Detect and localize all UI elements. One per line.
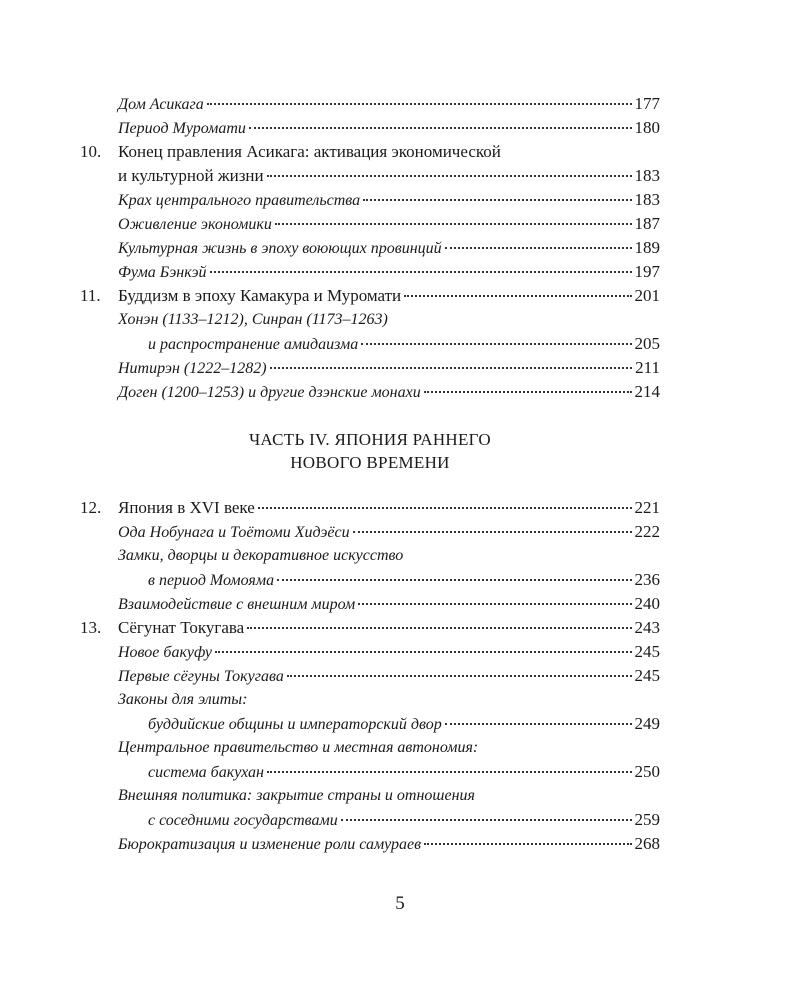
dot-leader — [207, 103, 632, 105]
dot-leader — [358, 603, 631, 605]
entry-page-number: 236 — [634, 570, 660, 589]
entry-page-number: 243 — [634, 618, 660, 637]
toc-entry-line — [118, 164, 660, 188]
toc-entry-line — [118, 784, 660, 808]
dot-leader — [353, 531, 632, 533]
chapter-number: 12. — [80, 498, 102, 517]
dot-leader — [249, 127, 632, 129]
part-heading-line1: ЧАСТЬ IV. ЯПОНИЯ РАННЕГО — [249, 430, 491, 449]
entry-page-number: 222 — [634, 522, 660, 541]
entry-page-number: 180 — [634, 118, 660, 137]
toc-entry — [80, 544, 660, 568]
entry-title: Фума Бэнкэй — [118, 264, 207, 281]
toc-entry-line — [118, 380, 660, 405]
entry-title: в период Момояма — [148, 572, 275, 589]
dot-leader — [275, 223, 632, 225]
entry-title: Оживление экономики — [118, 216, 272, 233]
toc-entry-line — [118, 308, 660, 332]
toc-entry-line — [118, 496, 660, 520]
toc-entry — [80, 496, 660, 520]
toc-entry-line — [118, 188, 660, 213]
entry-page-number: 197 — [634, 262, 660, 281]
dot-leader — [445, 723, 632, 725]
toc-entry-line — [118, 832, 660, 857]
entry-page-number: 189 — [634, 238, 660, 257]
toc-entry-line — [118, 544, 660, 568]
toc-entry-line — [148, 808, 660, 833]
toc-entry — [80, 520, 660, 544]
dot-leader — [215, 651, 632, 653]
entry-title: Центральное правительство и местная автономия: — [118, 739, 479, 756]
entry-title: Доген (1200–1253) и другие дзэнские монахи — [118, 384, 421, 401]
dot-leader — [341, 819, 632, 821]
toc-entry — [80, 784, 660, 808]
dot-leader — [270, 367, 633, 369]
entry-page-number: 245 — [634, 642, 660, 661]
toc-entry — [80, 116, 660, 140]
toc-entry-line — [118, 212, 660, 237]
dot-leader — [424, 843, 631, 845]
toc-entry-line — [148, 712, 660, 737]
table-of-contents — [80, 92, 660, 856]
toc-entry — [80, 736, 660, 760]
toc-entry-line — [118, 356, 660, 381]
dot-leader — [277, 579, 631, 581]
entry-title: Дом Асикага — [118, 96, 204, 113]
entry-page-number: 221 — [634, 498, 660, 517]
entry-page-number: 187 — [634, 214, 660, 233]
toc-entry-line — [118, 92, 660, 117]
dot-leader — [210, 271, 632, 273]
section-spacer — [80, 404, 660, 426]
entry-title: Ода Нобунага и Тоётоми Хидэёси — [118, 524, 350, 541]
toc-entry-line — [118, 116, 660, 141]
dot-leader — [445, 247, 632, 249]
chapter-number: 11. — [80, 286, 101, 305]
toc-entry — [80, 92, 660, 116]
toc-section-bottom — [80, 496, 660, 856]
entry-title: система бакухан — [148, 764, 264, 781]
toc-entry-line — [118, 688, 660, 712]
toc-entry — [80, 760, 660, 784]
entry-page-number: 259 — [634, 810, 660, 829]
entry-page-number: 240 — [634, 594, 660, 613]
toc-entry-line — [118, 236, 660, 261]
dot-leader — [287, 675, 632, 677]
entry-title: Период Муромати — [118, 120, 246, 137]
entry-title: Конец правления Асикага: активация экономической — [118, 142, 501, 161]
entry-title: Культурная жизнь в эпоху воюющих провинций — [118, 240, 442, 257]
entry-title: Первые сёгуны Токугава — [118, 668, 284, 685]
toc-entry-line — [118, 260, 660, 285]
toc-section-top — [80, 92, 660, 404]
part-heading — [80, 428, 660, 474]
toc-entry — [80, 808, 660, 832]
entry-title: Бюрократизация и изменение роли самураев — [118, 836, 422, 853]
dot-leader — [247, 627, 631, 629]
dot-leader — [267, 771, 632, 773]
dot-leader — [424, 391, 632, 393]
entry-title: Взаимодействие с внешним миром — [118, 596, 356, 613]
toc-entry — [80, 356, 660, 380]
entry-page-number: 211 — [635, 358, 660, 377]
chapter-number: 13. — [80, 618, 102, 637]
entry-page-number: 268 — [634, 834, 660, 853]
toc-entry — [80, 308, 660, 332]
toc-entry-line — [118, 140, 660, 164]
toc-entry-line — [118, 664, 660, 689]
toc-entry — [80, 212, 660, 236]
toc-entry — [80, 332, 660, 356]
entry-title: Буддизм в эпоху Камакура и Муромати — [118, 286, 402, 305]
toc-entry-line — [118, 520, 660, 545]
toc-entry — [80, 236, 660, 260]
toc-entry — [80, 188, 660, 212]
toc-entry — [80, 140, 660, 164]
entry-page-number: 177 — [634, 94, 660, 113]
toc-entry-line — [118, 592, 660, 617]
entry-page-number: 245 — [634, 666, 660, 685]
entry-title: Замки, дворцы и декоративное искусство — [118, 547, 404, 564]
entry-title: и культурной жизни — [118, 166, 264, 185]
toc-entry — [80, 284, 660, 308]
entry-page-number: 214 — [634, 382, 660, 401]
entry-title: Япония в XVI веке — [118, 498, 255, 517]
chapter-number: 10. — [80, 142, 102, 161]
toc-entry — [80, 260, 660, 284]
toc-entry — [80, 616, 660, 640]
toc-entry-line — [118, 736, 660, 760]
entry-title: Крах центрального правительства — [118, 192, 361, 209]
page-number: 5 — [395, 893, 405, 914]
toc-entry — [80, 164, 660, 188]
toc-entry — [80, 832, 660, 856]
toc-entry — [80, 592, 660, 616]
dot-leader — [363, 199, 631, 201]
toc-entry-line — [148, 568, 660, 593]
toc-entry-line — [118, 284, 660, 308]
entry-title: Новое бакуфу — [118, 644, 212, 661]
dot-leader — [404, 295, 631, 297]
entry-title: Хонэн (1133–1212), Синран (1173–1263) — [118, 311, 388, 328]
entry-title: Сёгунат Токугава — [118, 618, 245, 637]
entry-page-number: 183 — [634, 166, 660, 185]
entry-page-number: 183 — [634, 190, 660, 209]
toc-entry — [80, 568, 660, 592]
entry-title: с соседними государствами — [148, 812, 338, 829]
dot-leader — [258, 507, 632, 509]
entry-title: Нитирэн (1222–1282) — [118, 360, 267, 377]
dot-leader — [361, 343, 631, 345]
part-heading-line2: НОВОГО ВРЕМЕНИ — [290, 453, 450, 472]
entry-title: Внешняя политика: закрытие страны и отношения — [118, 787, 475, 804]
entry-page-number: 201 — [634, 286, 660, 305]
entry-title: и распространение амидаизма — [148, 336, 359, 353]
toc-entry — [80, 664, 660, 688]
entry-page-number: 205 — [634, 334, 660, 353]
dot-leader — [267, 175, 632, 177]
entry-title: Законы для элиты: — [118, 691, 248, 708]
toc-entry — [80, 688, 660, 712]
entry-title: буддийские общины и императорский двор — [148, 716, 442, 733]
toc-entry-line — [118, 616, 660, 640]
toc-entry-line — [148, 760, 660, 785]
toc-entry — [80, 640, 660, 664]
toc-entry — [80, 380, 660, 404]
entry-page-number: 250 — [634, 762, 660, 781]
toc-entry-line — [148, 332, 660, 357]
entry-page-number: 249 — [634, 714, 660, 733]
toc-entry — [80, 712, 660, 736]
toc-entry-line — [118, 640, 660, 665]
